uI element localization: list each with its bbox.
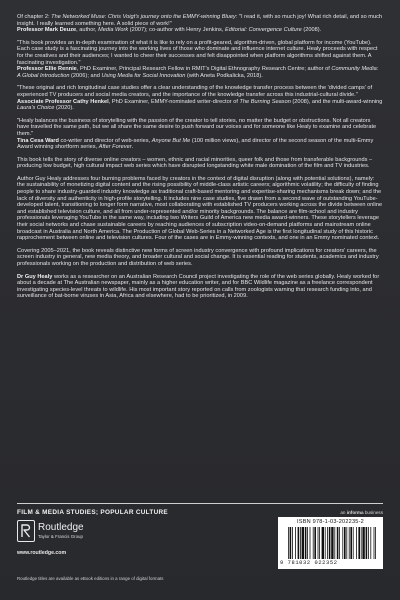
endorsement-attribution [17,27,383,34]
informa-brand: informa [346,510,364,515]
barcode-bar [325,527,326,559]
barcode-bar [313,527,314,559]
barcode-bar [300,527,301,559]
endorser-title: co-writer and director of web-series, [58,137,152,144]
endorser-title-end: (2008). [301,27,322,34]
endorser-title-end: . [131,144,134,151]
barcode-bar [302,527,304,559]
author-name: Dr Guy Healy [17,273,53,280]
publisher-group: Taylor & Francis Group [38,534,83,539]
endorsement-quote: "This book provides an in-depth examination of what it is like to rely on a profit-geared, algorithm-driven, global platform for income (YouTube). Each case study is a fascinating journey into the working lives of those who dominate and influence internet culture. Healy proceeds with respect for the creatives and their audiences; I wanted to cheer their successes and felt disappointed when platform algorithms shifted against them. A fascinating investigation." [17,39,378,66]
body-paragraph: This book tells the story of diverse online creators – women, ethnic and racial minorities, queer folk and those from transferable backgrounds – producing low budget, high cultural impact web series which have disrupted longstanding white male domination of the film and TV industries. [17,156,373,170]
endorser-name: Professor Mark Deuze [17,27,77,34]
endorser-name: Tina Cesa Ward [17,137,59,144]
endorser-title-end: (2020). [54,105,74,112]
endorser-work: The Burning Season [239,98,291,105]
barcode-bar [307,527,308,559]
endorser-title: , author, [76,27,99,34]
barcode-bar [337,527,339,559]
endorser-title-mid: (2006); and [69,72,102,79]
book-description-coverage [17,248,383,268]
barcode-bar [292,527,293,559]
endorser-name: Professor Ellie Rennie [17,66,77,73]
endorser-title-mid: (2008), and the multi-award-winning [290,98,383,105]
barcode-bar [346,527,347,559]
endorsement-ward [17,118,383,151]
isbn-digits: 9 781032 022352 [280,560,338,566]
barcode-bar [342,527,343,559]
barcode-bar [288,527,289,559]
endorsement-quote: "Healy balances the business of storytelling with the passion of the creator to tell stories, no matter the budget or obstructions. Not all creators have travelled the same path, but we all share the same desire to push forward our voices and for someone like Healy to examine and celebrate them." [17,117,377,137]
barcode-bar [368,527,369,559]
quote-text: Of chapter 2: [17,14,52,20]
barcode-bar [290,527,292,559]
barcode-bar [374,527,375,559]
subject-category: FILM & MEDIA STUDIES; POPULAR CULTURE [17,509,168,516]
barcode-bar [375,527,376,559]
author-bio-text [17,274,383,300]
footer-divider [17,503,383,504]
barcode-bar [305,527,307,559]
body-paragraph: Covering 2005–2021, the book reveals distinctive new forms of screen industry convergence with profound implications for creators' careers, the screen industry in general, new media theory, and broader cultural and social change. It is essential reading for students, academics and industry professionals working on the production and distribution of web series. [17,247,379,267]
barcode-bars [288,527,376,559]
informa-post: business [363,510,383,515]
routledge-r-icon [17,520,35,542]
endorsement-deuze [17,14,383,34]
barcode-bar [358,527,360,559]
barcode-bar [349,527,350,559]
endorser-title-end: (with Aneta Podkalicka, 2018). [185,72,263,79]
endorser-work: Media Work [98,27,129,34]
isbn-barcode [278,517,383,569]
author-bio-body: works as a researcher on an Australian Research Council project investigating the role of the web series globally. Healy worked for about a decade at The Australian newspaper, mainly as a higher education writer, and for BBC Wildlife magazine as a freelance correspondent investigating species-level threats to wildlife. His most important story reported on calls from zoologists warning that research funding into, and surveillance of bat-borne viruses in Asia, Africa and elsewhere, had to be prioritized, in 2009. [17,273,380,300]
informa-pre: an [340,510,347,515]
endorser-work-2: Editorial: Convergence Culture [225,27,302,34]
barcode-bar [319,527,320,559]
endorser-work-2: Laura's Choice [17,105,55,112]
barcode-bar [361,527,362,559]
isbn-label: ISBN 978-1-03-202235-2 [297,519,364,525]
endorsement-quote [17,14,383,27]
barcode-bar [344,527,346,559]
barcode-bar [329,527,331,559]
barcode-bar [350,527,352,559]
endorser-title-mid: (2007); co-author with Henry Jenkins, [128,27,226,34]
endorser-title: , PhD Examiner, Principal Research Fellow in RMIT's Digital Ethnography Research Centre; author of [76,66,332,73]
publisher-logo [17,518,107,550]
endorser-work-2: Using Media for Social Innovation [101,72,186,79]
endorser-work-2: After Forever [98,144,132,151]
informa-business-tag [340,510,383,515]
cover-text [17,14,383,306]
barcode-bar [322,527,324,559]
endorsement-attribution [17,66,383,79]
endorsement-rennie [17,40,383,80]
barcode-bar [310,527,311,559]
body-paragraph: Author Guy Healy addresses four burning problems faced by creators in the context of digital disruption (along with potential solutions), namely: the sustainability of monetizing digital content and the rising possibility of middle-class artistic careers; algorithmic volatility; the difficulty of finding people to share industry-guarded industry knowledge as traditional craft-based mentoring and expertise-sharing mechanisms break down; and the lack of diversity and authenticity in high-profile storytelling. It includes nine case studies, five drawn from a second wave of outstanding YouTube-developed talent, transitioning to longer form narrative, most collaborating with established TV producers working across the divide between online and established television culture, and all from under-represented and/or minority backgrounds. The balance are film-school and industry professionals leveraging YouTube in the same way, including two Writers Guild of America new media award-winners. These storytellers leverage their social networks and chase sustainable careers by reaching audiences of subscription video-on-demand platforms and mainstream online broadcast in Australia and North America. The Production of Global Web-Series in a Networked Age is the first longitudinal study of this historic rapprochement between online and television cultures. Four of the cases are in Emmy-winning contexts, and one in an Emmy nominated context. [17,175,383,242]
endorsement-henkel [17,85,383,111]
book-description-main [17,176,383,242]
barcode-bar [366,527,368,559]
barcode-bar [339,527,340,559]
publisher-website[interactable]: www.routledge.com [17,550,67,556]
barcode-bar [327,527,328,559]
barcode-bar [356,527,357,559]
endorser-work: Community Media: A Global Introduction [17,66,379,79]
barcode-bar [331,527,333,559]
endorser-title: , PhD Examiner, EMMY-nominated writer-director of [108,98,240,105]
barcode-bar [362,527,364,559]
barcode-bar [314,527,316,559]
endorser-work: Anyone But Me [151,137,191,144]
endorsement-quote: "These original and rich longitudinal case studies offer a clear understanding of the knowledge transfer process between the 'divided camps' of experienced TV producers and social media creators, and the importance of the knowledge transfer across this industrial-cultural divide." [17,85,373,98]
quote-italic: The Networked Muse: Chris Voigt's journey onto the EMMY-winning Bluey [51,14,236,20]
endorser-title-mid: (100 million views), and director of the second season of the multi-Emmy Award winning shortform series, [17,137,374,151]
publisher-name: Routledge [38,522,84,533]
barcode-bar [298,527,300,559]
book-description-intro [17,157,383,170]
barcode-bar [370,527,371,559]
ebook-note: Routledge titles are available as eBook editions in a range of digital formats [17,576,164,581]
barcode-bar [295,527,296,559]
endorsement-attribution [17,99,383,112]
barcode-bar [318,527,319,559]
endorser-name: Associate Professor Cathy Henkel [17,98,109,105]
barcode-bar [334,527,335,559]
author-bio [17,274,383,300]
quote-text-end: : "I read it, with so much joy! What rich detail, and so much insight. I really learned something here. A solid piece of work!" [17,14,383,27]
endorsement-attribution [17,138,383,151]
barcode-bar [353,527,354,559]
